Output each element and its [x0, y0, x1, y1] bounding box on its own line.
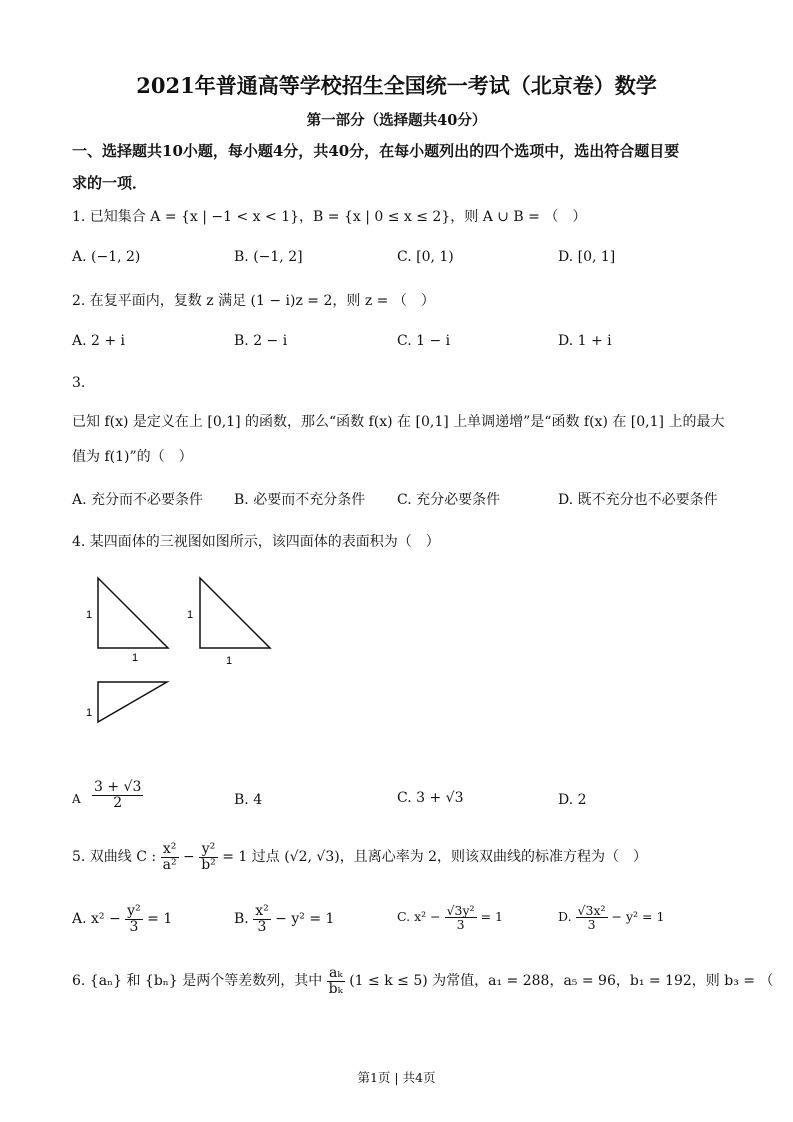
- question-4-stem: 4. 某四面体的三视图如图所示，该四面体的表面积为（ ）: [72, 534, 440, 550]
- question-3-option-c[interactable]: C. 充分必要条件: [397, 492, 501, 508]
- question-1-stem: 1. 已知集合 A = {x | −1 < x < 1}，B = {x | 0 ≤ x ≤ 2}，则 A ∪ B = （ ）: [72, 209, 587, 225]
- q5-d-post: − y² = 1: [611, 909, 665, 925]
- q6-stem-suffix: (1 ≤ k ≤ 5) 为常值，a₁ = 288，a₅ = 96，b₁ = 192，则 b₃ = （: [349, 973, 774, 990]
- page-title: 2021年普通高等学校招生全国统一考试（北京卷）数学: [136, 73, 657, 98]
- side-view-height-label: 1: [187, 609, 194, 621]
- question-4-option-b[interactable]: B. 4: [234, 792, 263, 808]
- q5-d-label: D.: [558, 909, 572, 925]
- question-3-option-b[interactable]: B. 必要而不充分条件: [234, 492, 366, 508]
- question-2-option-c[interactable]: C. 1 − i: [397, 333, 451, 349]
- question-3-stem-line1: 已知 f(x) 是定义在上 [0,1] 的函数，那么“函数 f(x) 在 [0,1] 上单调递增”是“函数 f(x) 在 [0,1] 上的最大: [72, 414, 725, 430]
- section-heading-line1: 一、选择题共10小题，每小题4分，共40分，在每小题列出的四个选项中，选出符合题目要: [72, 142, 680, 160]
- question-1-option-c[interactable]: C. [0, 1): [397, 249, 454, 265]
- side-view-triangle: [200, 578, 270, 648]
- question-2-option-a[interactable]: A. 2 + i: [72, 333, 126, 349]
- q5-minus: −: [183, 849, 195, 866]
- q5-b-num: x²: [255, 903, 269, 919]
- q5-b-post: − y² = 1: [275, 911, 335, 928]
- side-view-base-label: 1: [226, 655, 233, 667]
- top-view-height-label: 1: [86, 707, 93, 719]
- q5-d-den: 3: [587, 917, 596, 933]
- q6-stem-prefix: 6. {aₙ} 和 {bₙ} 是两个等差数列，其中: [72, 973, 323, 990]
- question-3-number: 3.: [72, 375, 86, 391]
- question-5-option-d[interactable]: [558, 904, 664, 931]
- q5-stem-prefix: 5. 双曲线 C :: [72, 849, 157, 866]
- q5-frac2-num: y²: [199, 842, 218, 858]
- q5-frac1-den: a²: [162, 856, 177, 873]
- question-3-option-a[interactable]: A. 充分而不必要条件: [72, 492, 204, 508]
- q5-b-den: 3: [257, 918, 267, 935]
- question-1-option-b[interactable]: B. (−1, 2]: [234, 249, 303, 265]
- q5-c-post: = 1: [480, 909, 503, 925]
- q5-fraction-x: [161, 842, 179, 872]
- question-2-stem: 2. 在复平面内，复数 z 满足 (1 − i)z = 2，则 z = （ ）: [72, 293, 435, 309]
- three-view-figure: [80, 570, 280, 735]
- option-a-denominator: 2: [113, 794, 123, 811]
- question-5-option-a[interactable]: [72, 904, 172, 934]
- q5-c-pre: x² −: [414, 909, 441, 925]
- q5-c-label: C.: [397, 909, 411, 925]
- question-5-option-c[interactable]: [397, 904, 503, 931]
- question-6-stem: [72, 966, 773, 996]
- q5-a-num: y²: [127, 903, 141, 919]
- front-view-triangle: [98, 578, 168, 648]
- q5-stem-suffix: = 1 过点 (√2, √3)，且离心率为 2，则该双曲线的标准方程为（ ）: [222, 849, 648, 866]
- top-view-triangle: [98, 682, 167, 722]
- q5-fraction-y: [199, 842, 218, 872]
- front-view-height-label: 1: [86, 609, 93, 621]
- option-a-numerator: 3 + √3: [94, 779, 142, 795]
- question-5-option-b[interactable]: [234, 904, 334, 934]
- q5-d-num: √3x²: [577, 903, 606, 918]
- q5-a-den: 3: [129, 918, 139, 935]
- question-5-stem: [72, 842, 647, 872]
- question-4-option-d[interactable]: D. 2: [558, 792, 587, 808]
- question-3-stem-line2: 值为 f(1)”的（ ）: [72, 449, 193, 465]
- q6-frac-num: aₖ: [327, 966, 345, 982]
- q5-c-num: √3y²: [446, 903, 475, 918]
- q6-frac-den: bₖ: [328, 980, 343, 997]
- q5-frac1-num: x²: [161, 842, 179, 858]
- q5-a-post: = 1: [147, 911, 173, 928]
- q5-b-label: B.: [234, 911, 249, 928]
- question-4-option-a[interactable]: [92, 780, 143, 810]
- q5-frac2-den: b²: [201, 856, 216, 873]
- question-2-option-b[interactable]: B. 2 − i: [234, 333, 288, 349]
- question-3-option-d[interactable]: D. 既不充分也不必要条件: [558, 492, 718, 508]
- question-1-option-d[interactable]: D. [0, 1]: [558, 249, 616, 265]
- q5-a-label: A.: [72, 911, 87, 928]
- question-2-option-d[interactable]: D. 1 + i: [558, 333, 612, 349]
- section-heading-line2: 求的一项．: [72, 174, 148, 192]
- question-1-option-a[interactable]: A. (−1, 2): [72, 249, 141, 265]
- question-4-option-c[interactable]: C. 3 + √3: [397, 790, 464, 806]
- part-subtitle: 第一部分（选择题共40分）: [306, 112, 487, 129]
- q5-c-den: 3: [456, 917, 465, 933]
- page-footer: 第1页 | 共4页: [357, 1070, 436, 1085]
- q5-a-pre: x² −: [91, 911, 121, 928]
- question-4-option-a-label[interactable]: A: [72, 792, 81, 806]
- front-view-base-label: 1: [132, 652, 139, 664]
